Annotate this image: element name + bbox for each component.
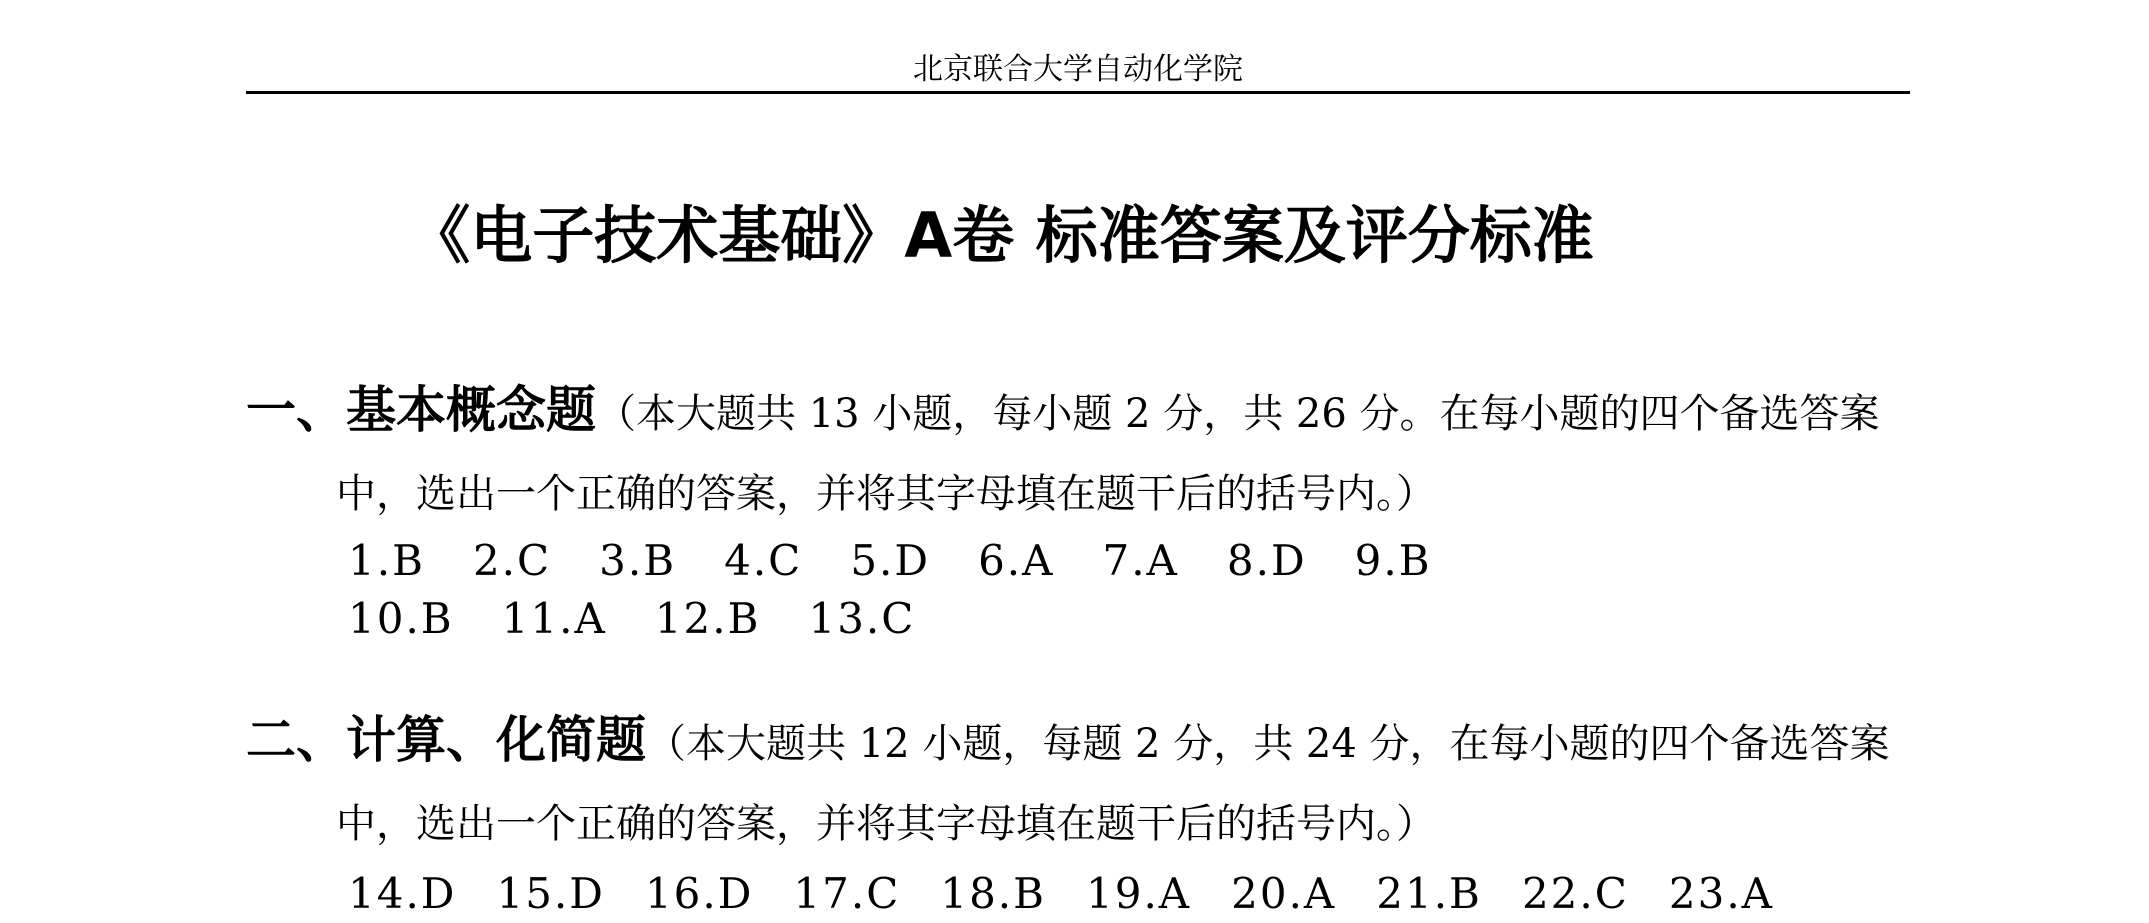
answer: 5.D [850,536,931,585]
answer: 8.D [1226,536,1307,585]
answer: 1.B [348,536,425,585]
section-description-continued: 中，选出一个正确的答案，并将其字母填在题干后的括号内。） [336,801,1436,847]
answer: 17.C [793,869,901,918]
document-title: 《电子技术基础》A卷 标准答案及评分标准 [408,199,1594,272]
answer: 6.A [978,536,1055,585]
answer: 3.B [599,536,677,585]
answer: 12.B [654,594,761,643]
section-heading: 二、计算、化简题 [246,711,646,769]
answer-list [348,532,1480,648]
answer-row [348,590,1480,648]
answer: 9.B [1354,536,1432,585]
answer: 19.A [1086,869,1192,918]
section-description: （本大题共 13 小题，每小题 2 分，共 26 分。在每小题的四个备选答案 [596,391,1880,437]
answer-row [348,865,1774,923]
answer: 18.B [940,869,1047,918]
section-heading: 一、基本概念题 [246,381,596,439]
answer: 14.D [348,869,457,918]
section-heading-line [246,700,1910,772]
answer-row [348,532,1480,590]
answer: 10.B [348,594,454,643]
answer: 13.C [808,594,916,643]
answer: 22.C [1521,869,1629,918]
section-description: （本大题共 12 小题，每题 2 分，共 24 分，在每小题的四个备选答案 [646,721,1890,767]
section-heading-line [246,370,1910,442]
answer: 2.C [472,536,552,585]
answer: 11.A [501,594,607,643]
answer: 20.A [1231,869,1337,918]
answer: 15.D [496,869,605,918]
header-divider [246,91,1910,94]
section-description-continued: 中，选出一个正确的答案，并将其字母填在题干后的括号内。） [336,471,1436,517]
page-header: 北京联合大学自动化学院 [913,52,1243,87]
answer: 4.C [724,536,803,585]
answer: 16.D [644,869,754,918]
answer: 21.B [1376,869,1482,918]
answer: 7.A [1102,536,1179,585]
answer: 23.A [1668,869,1774,918]
answer-list [348,865,1774,923]
